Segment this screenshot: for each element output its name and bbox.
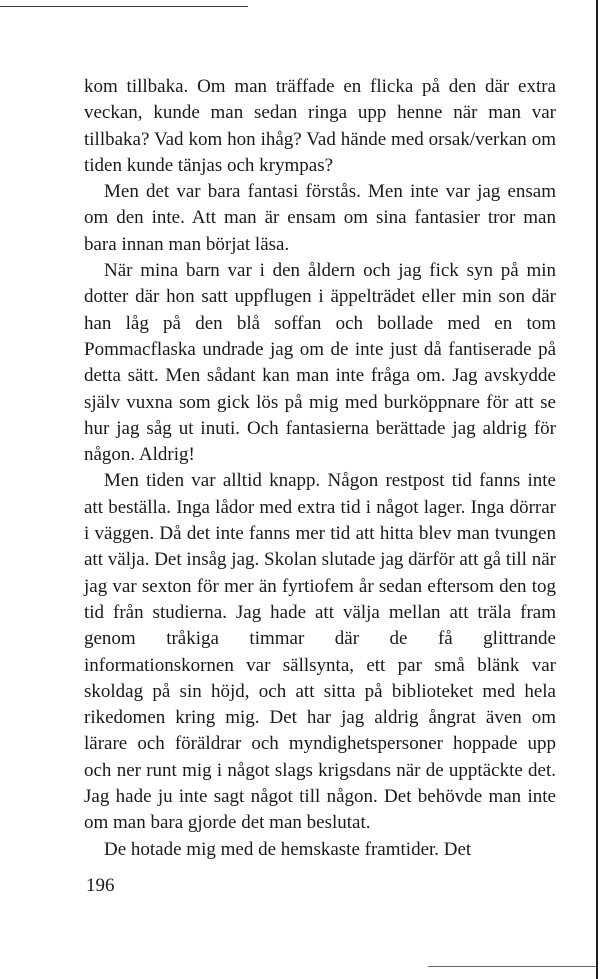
paragraph: De hotade mig med de hemskaste framtider. Det <box>104 838 472 860</box>
scan-edge-line-bottom <box>428 966 596 967</box>
page-number: 196 <box>86 875 115 896</box>
paragraph: Men det var bara fantasi förstås. Men inte var jag ensam om den inte. Att man är ensam om sina fantasier tror man bara innan man börjat läsa. <box>84 181 556 255</box>
scan-edge-line-top <box>0 6 248 7</box>
paragraph: kom tillbaka. Om man träffade en flicka på den där extra veckan, kunde man sedan ringa upp henne när man var tillbaka? Vad kom hon ihåg? Vad hände med orsak/verkan om tiden kunde tänjas och krympas? <box>84 76 556 176</box>
paragraph: När mina barn var i den åldern och jag fick syn på min dotter där hon satt uppflugen i äppelträdet eller min son där han låg på den blå soffan och bollade med en tom Pommacflaska undrade jag om de inte just då fantiserade på detta sätt. Men sådant kan man inte fråga om. Jag avskydde själv vuxna som gick lös på mig med burköppnare för att se hur jag såg ut inuti. Och fantasierna berättade jag aldrig för någon. Aldrig! <box>84 260 556 466</box>
body-text <box>84 74 556 863</box>
scan-edge-line-right <box>596 0 598 979</box>
paragraph: Men tiden var alltid knapp. Någon restpost tid fanns inte att beställa. Inga lådor med extra tid i något lager. Inga dörrar i väggen. Då det inte fanns mer tid att hitta blev man tvungen att välja. Det insåg jag. Skolan slutade jag därför att gå till när jag var sexton för mer än fyrtiofem år sedan eftersom den tog tid från studierna. Jag hade att välja mellan att träla fram genom tråkiga timmar där de få glittrande informationskornen var sällsynta, ett par små blänk var skoldag på sin höjd, och att sitta på biblioteket med hela rikedomen kring mig. Det har jag aldrig ångrat även om lärare och föräldrar och myndighetspersoner hoppade upp och ner runt mig i något slags krigsdans när de upptäckte det. Jag hade ju inte sagt något till någon. Det behövde man inte om man bara gjorde det man beslutat. <box>84 470 556 834</box>
